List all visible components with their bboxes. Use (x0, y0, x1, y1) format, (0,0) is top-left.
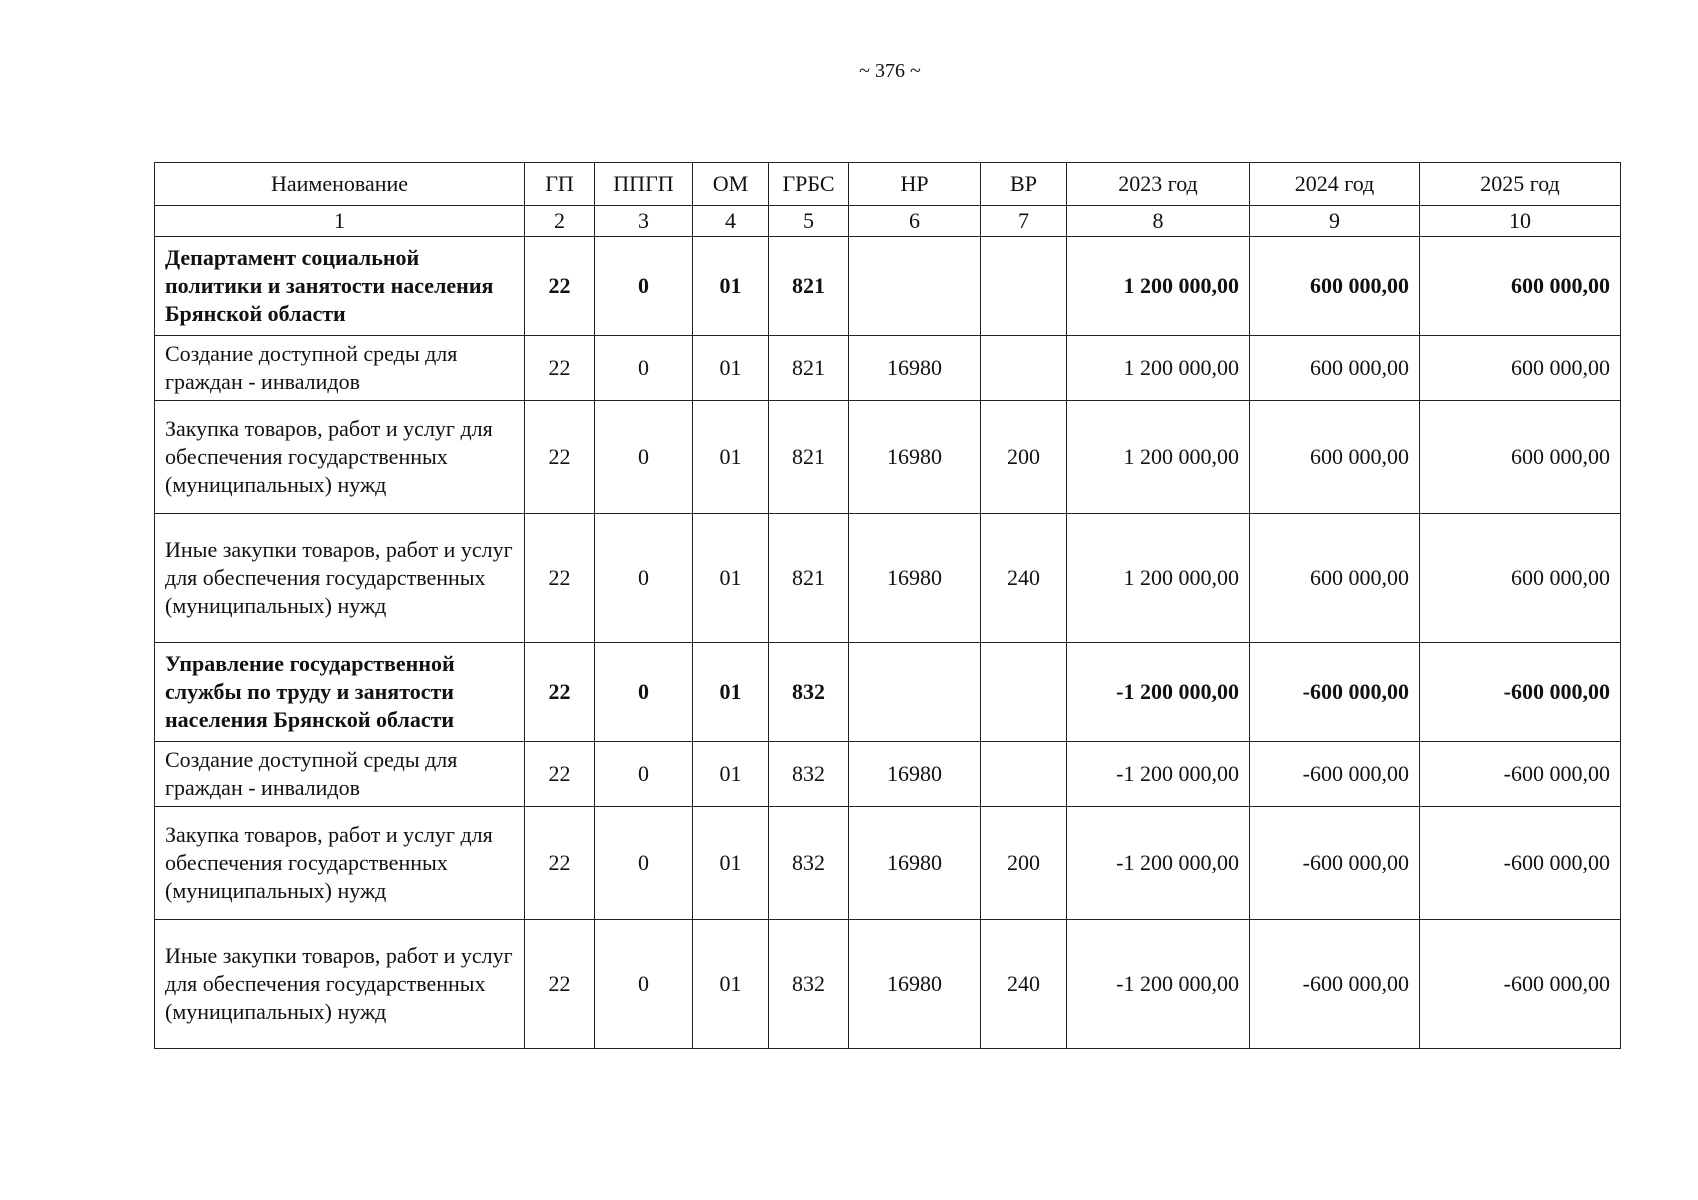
header-cell: ГП (525, 163, 595, 206)
cell-om: 01 (693, 807, 769, 920)
cell-2025: 600 000,00 (1420, 336, 1621, 401)
cell-om: 01 (693, 742, 769, 807)
cell-om: 01 (693, 237, 769, 336)
cell-2025: -600 000,00 (1420, 920, 1621, 1049)
cell-nr (849, 237, 981, 336)
header-cell: 2023 год (1067, 163, 1250, 206)
header-cell: 2025 год (1420, 163, 1621, 206)
cell-nr: 16980 (849, 807, 981, 920)
cell-ppgp: 0 (595, 237, 693, 336)
cell-gp: 22 (525, 336, 595, 401)
column-number-cell: 2 (525, 206, 595, 237)
cell-2023: -1 200 000,00 (1067, 807, 1250, 920)
table-row (155, 514, 1621, 643)
cell-gp: 22 (525, 920, 595, 1049)
cell-2023: 1 200 000,00 (1067, 237, 1250, 336)
cell-2023: 1 200 000,00 (1067, 401, 1250, 514)
header-cell: ГРБС (769, 163, 849, 206)
column-number-row (155, 206, 1621, 237)
cell-grbs: 821 (769, 336, 849, 401)
table-row (155, 336, 1621, 401)
header-cell: ВР (981, 163, 1067, 206)
row-name: Управление государственной службы по труду и занятости населения Брянской области (155, 643, 525, 742)
cell-om: 01 (693, 336, 769, 401)
page-number: ~ 376 ~ (859, 60, 921, 82)
column-number-cell: 6 (849, 206, 981, 237)
cell-grbs: 832 (769, 643, 849, 742)
column-number-cell: 8 (1067, 206, 1250, 237)
header-cell: ППГП (595, 163, 693, 206)
cell-nr: 16980 (849, 742, 981, 807)
cell-om: 01 (693, 643, 769, 742)
cell-om: 01 (693, 920, 769, 1049)
cell-grbs: 821 (769, 401, 849, 514)
column-number-cell: 3 (595, 206, 693, 237)
table-row (155, 742, 1621, 807)
cell-2024: 600 000,00 (1250, 336, 1420, 401)
row-name: Иные закупки товаров, работ и услуг для обеспечения государственных (муниципальных) нужд (155, 920, 525, 1049)
column-number-cell: 5 (769, 206, 849, 237)
cell-2023: 1 200 000,00 (1067, 514, 1250, 643)
cell-ppgp: 0 (595, 742, 693, 807)
table-row (155, 643, 1621, 742)
table-row (155, 237, 1621, 336)
cell-vr (981, 643, 1067, 742)
cell-grbs: 832 (769, 807, 849, 920)
column-number-cell: 4 (693, 206, 769, 237)
row-name: Создание доступной среды для граждан - инвалидов (155, 742, 525, 807)
cell-2025: 600 000,00 (1420, 514, 1621, 643)
row-name: Создание доступной среды для граждан - инвалидов (155, 336, 525, 401)
cell-2023: -1 200 000,00 (1067, 920, 1250, 1049)
cell-nr (849, 643, 981, 742)
cell-grbs: 832 (769, 742, 849, 807)
column-number-cell: 1 (155, 206, 525, 237)
table-row (155, 807, 1621, 920)
header-cell: НР (849, 163, 981, 206)
table-row (155, 920, 1621, 1049)
cell-2024: -600 000,00 (1250, 643, 1420, 742)
cell-gp: 22 (525, 807, 595, 920)
cell-grbs: 832 (769, 920, 849, 1049)
cell-ppgp: 0 (595, 643, 693, 742)
cell-vr: 200 (981, 807, 1067, 920)
cell-vr: 200 (981, 401, 1067, 514)
header-row (155, 163, 1621, 206)
cell-ppgp: 0 (595, 336, 693, 401)
cell-2024: 600 000,00 (1250, 237, 1420, 336)
cell-2025: 600 000,00 (1420, 237, 1621, 336)
column-number-cell: 10 (1420, 206, 1621, 237)
cell-2025: -600 000,00 (1420, 807, 1621, 920)
cell-2023: -1 200 000,00 (1067, 643, 1250, 742)
cell-2024: 600 000,00 (1250, 401, 1420, 514)
cell-gp: 22 (525, 742, 595, 807)
cell-ppgp: 0 (595, 514, 693, 643)
cell-om: 01 (693, 401, 769, 514)
cell-2025: -600 000,00 (1420, 742, 1621, 807)
cell-ppgp: 0 (595, 920, 693, 1049)
column-number-cell: 7 (981, 206, 1067, 237)
cell-2024: -600 000,00 (1250, 807, 1420, 920)
cell-vr (981, 336, 1067, 401)
cell-vr: 240 (981, 920, 1067, 1049)
cell-2025: 600 000,00 (1420, 401, 1621, 514)
cell-ppgp: 0 (595, 807, 693, 920)
cell-gp: 22 (525, 643, 595, 742)
cell-ppgp: 0 (595, 401, 693, 514)
cell-2024: -600 000,00 (1250, 920, 1420, 1049)
cell-vr (981, 742, 1067, 807)
cell-vr (981, 237, 1067, 336)
cell-2024: 600 000,00 (1250, 514, 1420, 643)
cell-vr: 240 (981, 514, 1067, 643)
cell-gp: 22 (525, 237, 595, 336)
cell-2023: -1 200 000,00 (1067, 742, 1250, 807)
cell-om: 01 (693, 514, 769, 643)
cell-gp: 22 (525, 401, 595, 514)
column-number-cell: 9 (1250, 206, 1420, 237)
row-name: Департамент социальной политики и занятости населения Брянской области (155, 237, 525, 336)
cell-2024: -600 000,00 (1250, 742, 1420, 807)
header-cell: 2024 год (1250, 163, 1420, 206)
header-cell: Наименование (155, 163, 525, 206)
cell-grbs: 821 (769, 514, 849, 643)
cell-grbs: 821 (769, 237, 849, 336)
cell-nr: 16980 (849, 401, 981, 514)
cell-nr: 16980 (849, 336, 981, 401)
table-row (155, 401, 1621, 514)
cell-2025: -600 000,00 (1420, 643, 1621, 742)
cell-nr: 16980 (849, 920, 981, 1049)
row-name: Закупка товаров, работ и услуг для обеспечения государственных (муниципальных) нужд (155, 401, 525, 514)
row-name: Закупка товаров, работ и услуг для обеспечения государственных (муниципальных) нужд (155, 807, 525, 920)
cell-nr: 16980 (849, 514, 981, 643)
budget-table (154, 162, 1621, 1049)
cell-2023: 1 200 000,00 (1067, 336, 1250, 401)
cell-gp: 22 (525, 514, 595, 643)
row-name: Иные закупки товаров, работ и услуг для обеспечения государственных (муниципальных) нужд (155, 514, 525, 643)
header-cell: ОМ (693, 163, 769, 206)
